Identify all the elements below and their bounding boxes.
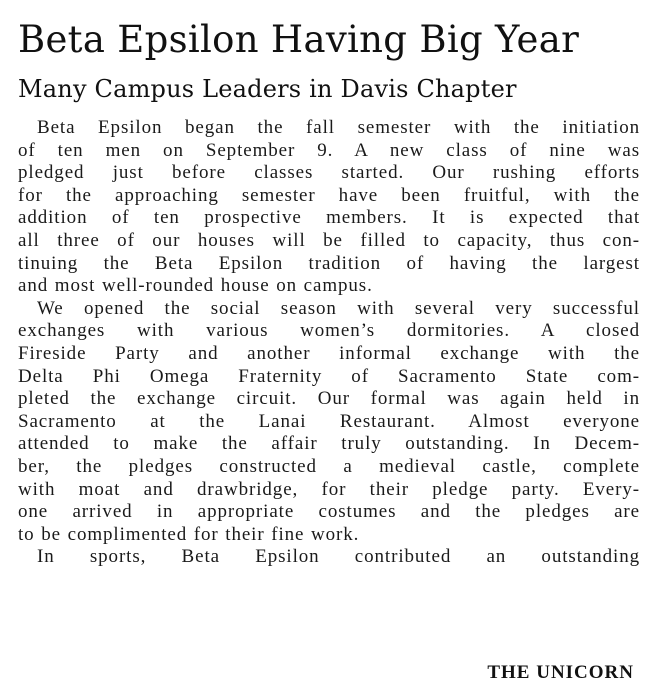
text-line: to be complimented for their fine work. — [18, 523, 360, 545]
text-line: Sacramento at the Lanai Restaurant. Almost everyone — [18, 410, 640, 432]
text-line: pleted the exchange circuit. Our formal was again held in — [18, 388, 640, 410]
text-line: one arrived in appropriate costumes and the pledges are — [18, 501, 640, 523]
text-line: addition of ten prospective members. It is expected that — [18, 207, 640, 229]
publication-name: THE UNICORN — [487, 662, 634, 683]
text-line: ber, the pledges constructed a medieval castle, complete — [18, 455, 640, 477]
text-line: exchanges with various women’s dormitories. A closed — [18, 320, 640, 342]
article-headline: Beta Epsilon Having Big Year — [18, 18, 580, 61]
text-line: Fireside Party and another informal exchange with the — [18, 342, 640, 364]
article-body — [18, 117, 640, 569]
text-line: In sports, Beta Epsilon contributed an outstanding — [37, 546, 640, 568]
text-line: of ten men on September 9. A new class of nine was — [18, 139, 640, 161]
paragraph — [18, 117, 640, 298]
text-line: for the approaching semester have been fruitful, with the — [18, 184, 640, 206]
text-line: with moat and drawbridge, for their pledge party. Every- — [18, 478, 640, 500]
text-line: pledged just before classes started. Our rushing efforts — [18, 162, 640, 184]
paragraph — [18, 298, 640, 547]
article-subheadline: Many Campus Leaders in Davis Chapter — [18, 75, 517, 103]
text-line: tinuing the Beta Epsilon tradition of having the largest — [18, 252, 640, 274]
text-line: and most well-rounded house on campus. — [18, 275, 373, 297]
text-line: We opened the social season with several very successful — [37, 297, 640, 319]
text-line: Beta Epsilon began the fall semester with the initiation — [37, 117, 640, 138]
paragraph — [18, 546, 640, 569]
text-line: attended to make the affair truly outstanding. In Decem- — [18, 433, 640, 455]
text-line: all three of our houses will be filled to capacity, thus con- — [18, 229, 640, 251]
text-line: Delta Phi Omega Fraternity of Sacramento State com- — [18, 365, 640, 387]
